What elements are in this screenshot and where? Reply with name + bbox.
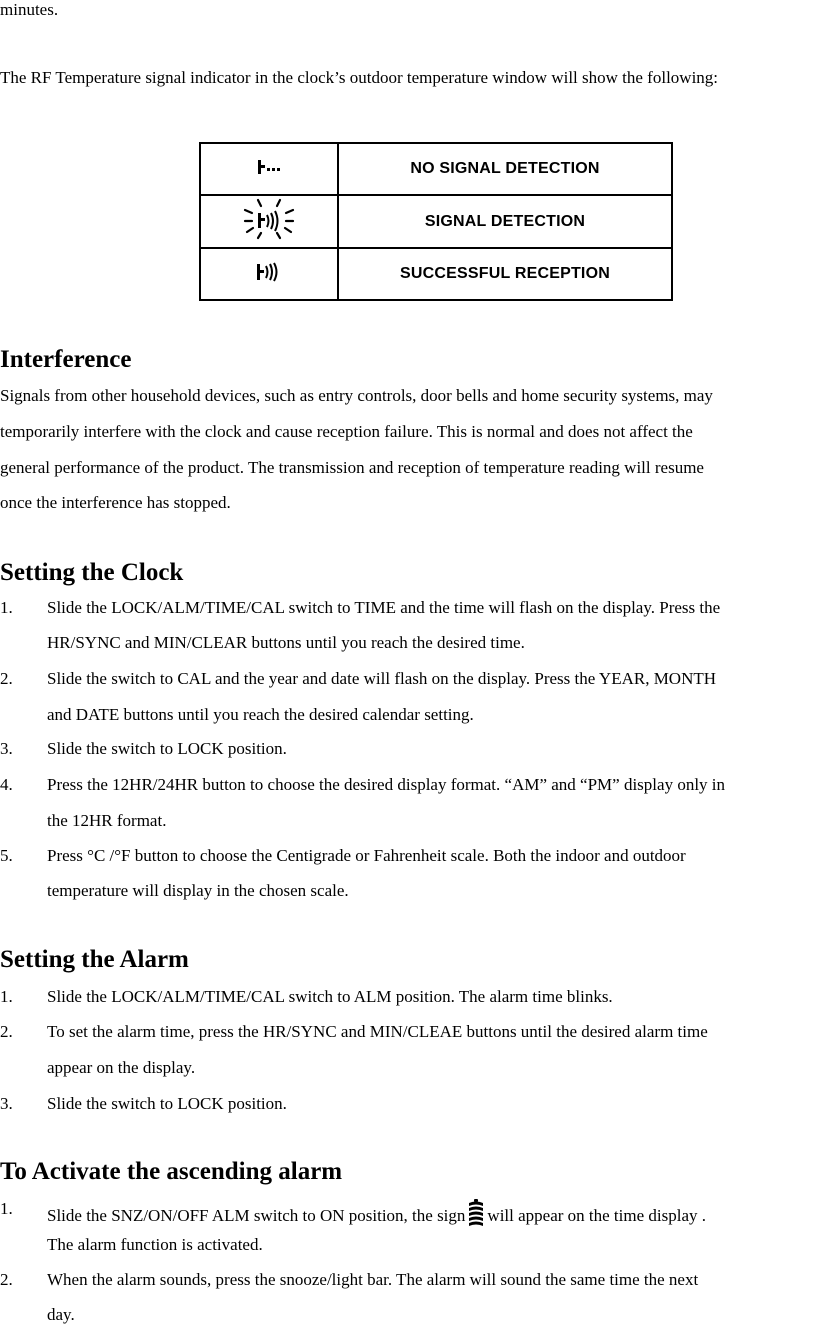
list-number: 4. [0, 775, 13, 794]
signal-label: SIGNAL DETECTION [338, 195, 672, 248]
alarm-bell-icon [468, 1199, 484, 1234]
signal-detection-icon [241, 196, 297, 242]
icon-cell [200, 143, 338, 195]
list-item-line: When the alarm sounds, press the snooze/light bar. The alarm will sound the same time the next [47, 1270, 699, 1289]
rf-intro-text: The RF Temperature signal indicator in the clock’s outdoor temperature window will show the following: [0, 68, 719, 87]
icon-cell [200, 195, 338, 248]
list-item-line: and DATE buttons until you reach the desired calendar setting. [47, 705, 474, 724]
list-item-line: Slide the LOCK/ALM/TIME/CAL switch to TIME and the time will flash on the display. Press the [47, 598, 721, 617]
table-row [200, 143, 672, 195]
list-item-line: Slide the switch to LOCK position. [47, 739, 287, 758]
section-heading-setting-alarm: Setting the Alarm [0, 946, 189, 973]
icon-cell [200, 248, 338, 300]
table-row [200, 195, 672, 248]
list-item-text: Slide the SNZ/ON/OFF ALM switch to ON position, the sign [47, 1206, 466, 1225]
list-item-line: Slide the switch to CAL and the year and date will flash on the display. Press the YEAR, MONTH [47, 669, 717, 688]
paragraph-line: temporarily interfere with the clock and cause reception failure. This is normal and does not affect the [0, 422, 693, 441]
list-item-line: To set the alarm time, press the HR/SYNC and MIN/CLEAE buttons until the desired alarm time [47, 1022, 708, 1041]
no-signal-icon [254, 156, 284, 178]
text-fragment: minutes. [0, 0, 59, 19]
list-item-line: day. [47, 1305, 75, 1324]
list-item-line: Slide the switch to LOCK position. [47, 1094, 287, 1113]
paragraph-line: Signals from other household devices, such as entry controls, door bells and home security systems, may [0, 386, 713, 405]
list-number: 2. [0, 1022, 13, 1041]
list-item-line: temperature will display in the chosen scale. [47, 881, 349, 900]
table-row [200, 248, 672, 300]
list-item-line: Press the 12HR/24HR button to choose the desired display format. “AM” and “PM” display only in [47, 775, 726, 794]
list-item-line: appear on the display. [47, 1058, 196, 1077]
signal-indicator-table [199, 142, 673, 301]
list-number: 3. [0, 739, 13, 758]
list-item-text: will appear on the time display . [487, 1206, 707, 1225]
paragraph-line: general performance of the product. The transmission and reception of temperature reading will resume [0, 458, 704, 477]
list-number: 2. [0, 669, 13, 688]
section-heading-interference: Interference [0, 346, 132, 373]
list-item-line: the 12HR format. [47, 811, 167, 830]
list-item-line: HR/SYNC and MIN/CLEAR buttons until you reach the desired time. [47, 633, 525, 652]
list-number: 1. [0, 987, 13, 1006]
section-heading-setting-clock: Setting the Clock [0, 559, 184, 586]
list-number: 1. [0, 598, 13, 617]
list-number: 3. [0, 1094, 13, 1113]
list-number: 1. [0, 1199, 13, 1218]
list-item-line: Slide the LOCK/ALM/TIME/CAL switch to ALM position. The alarm time blinks. [47, 987, 613, 1006]
list-number: 2. [0, 1270, 13, 1289]
successful-reception-icon [254, 260, 284, 284]
list-item-line: The alarm function is activated. [47, 1235, 263, 1254]
list-item-line [47, 1199, 706, 1234]
list-number: 5. [0, 846, 13, 865]
section-heading-ascending-alarm: To Activate the ascending alarm [0, 1158, 343, 1185]
list-item-line: Press °C /°F button to choose the Centigrade or Fahrenheit scale. Both the indoor and outdoor [47, 846, 686, 865]
paragraph-line: once the interference has stopped. [0, 493, 231, 512]
signal-label: SUCCESSFUL RECEPTION [338, 248, 672, 300]
signal-label: NO SIGNAL DETECTION [338, 143, 672, 195]
